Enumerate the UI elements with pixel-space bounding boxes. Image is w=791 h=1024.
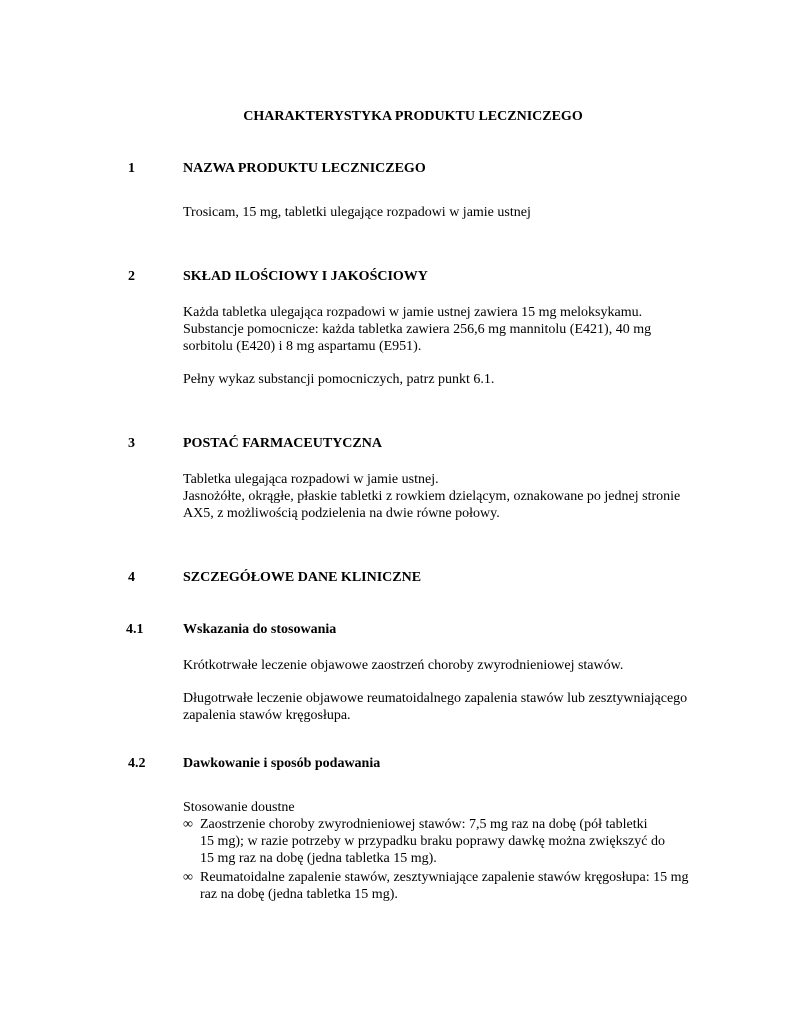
section-4-1-number: 4.1 [126,622,144,637]
section-3-number: 3 [128,436,135,451]
section-4-number: 4 [128,570,135,585]
section-4-1-para: Krótkotrwałe leczenie objawowe zaostrzeń choroby zwyrodnieniowej stawów. [183,658,624,673]
section-2-line: Substancje pomocnicze: każda tabletka zawiera 256,6 mg mannitolu (E421), 40 mg [183,322,652,337]
section-4-2-intro: Stosowanie doustne [183,800,295,815]
section-3-line: AX5, z możliwością podzielenia na dwie równe połowy. [183,506,500,521]
document-title: CHARAKTERYSTYKA PRODUKTU LECZNICZEGO [243,109,583,124]
section-2-line: Każda tabletka ulegająca rozpadowi w jamie ustnej zawiera 15 mg meloksykamu. [183,305,643,320]
infinity-bullet-icon: ∞ [183,870,193,885]
section-4-heading: SZCZEGÓŁOWE DANE KLINICZNE [183,570,422,585]
section-1-text: Trosicam, 15 mg, tabletki ulegające rozpadowi w jamie ustnej [183,205,531,220]
bullet-2-line: raz na dobę (jedna tabletka 15 mg). [200,887,398,902]
section-2-number: 2 [128,269,135,284]
section-1-heading: NAZWA PRODUKTU LECZNICZEGO [183,161,426,176]
section-3-line: Jasnożółte, okrągłe, płaskie tabletki z rowkiem dzielącym, oznakowane po jednej stronie [183,489,681,504]
section-4-2-number: 4.2 [128,756,146,771]
bullet-2-line: Reumatoidalne zapalenie stawów, zesztywniające zapalenie stawów kręgosłupa: 15 mg [200,870,689,885]
infinity-bullet-icon: ∞ [183,817,193,832]
bullet-1-line: Zaostrzenie choroby zwyrodnieniowej stawów: 7,5 mg raz na dobę (pół tabletki [200,817,648,832]
section-2-line: sorbitolu (E420) i 8 mg aspartamu (E951). [183,339,422,354]
bullet-1-line: 15 mg raz na dobę (jedna tabletka 15 mg). [200,851,437,866]
section-2-heading: SKŁAD ILOŚCIOWY I JAKOŚCIOWY [183,269,428,284]
section-3-heading: POSTAĆ FARMACEUTYCZNA [183,436,382,451]
section-4-1-para-line: Długotrwałe leczenie objawowe reumatoidalnego zapalenia stawów lub zesztywniającego [183,691,688,706]
section-2-note: Pełny wykaz substancji pomocniczych, patrz punkt 6.1. [183,372,495,387]
section-4-1-para-line: zapalenia stawów kręgosłupa. [183,708,351,723]
section-3-line: Tabletka ulegająca rozpadowi w jamie ustnej. [183,472,439,487]
section-1-number: 1 [128,161,135,176]
bullet-1-line: 15 mg); w razie potrzeby w przypadku braku poprawy dawkę można zwiększyć do [200,834,665,849]
section-4-2-heading: Dawkowanie i sposób podawania [183,756,381,771]
section-4-1-heading: Wskazania do stosowania [183,622,337,637]
